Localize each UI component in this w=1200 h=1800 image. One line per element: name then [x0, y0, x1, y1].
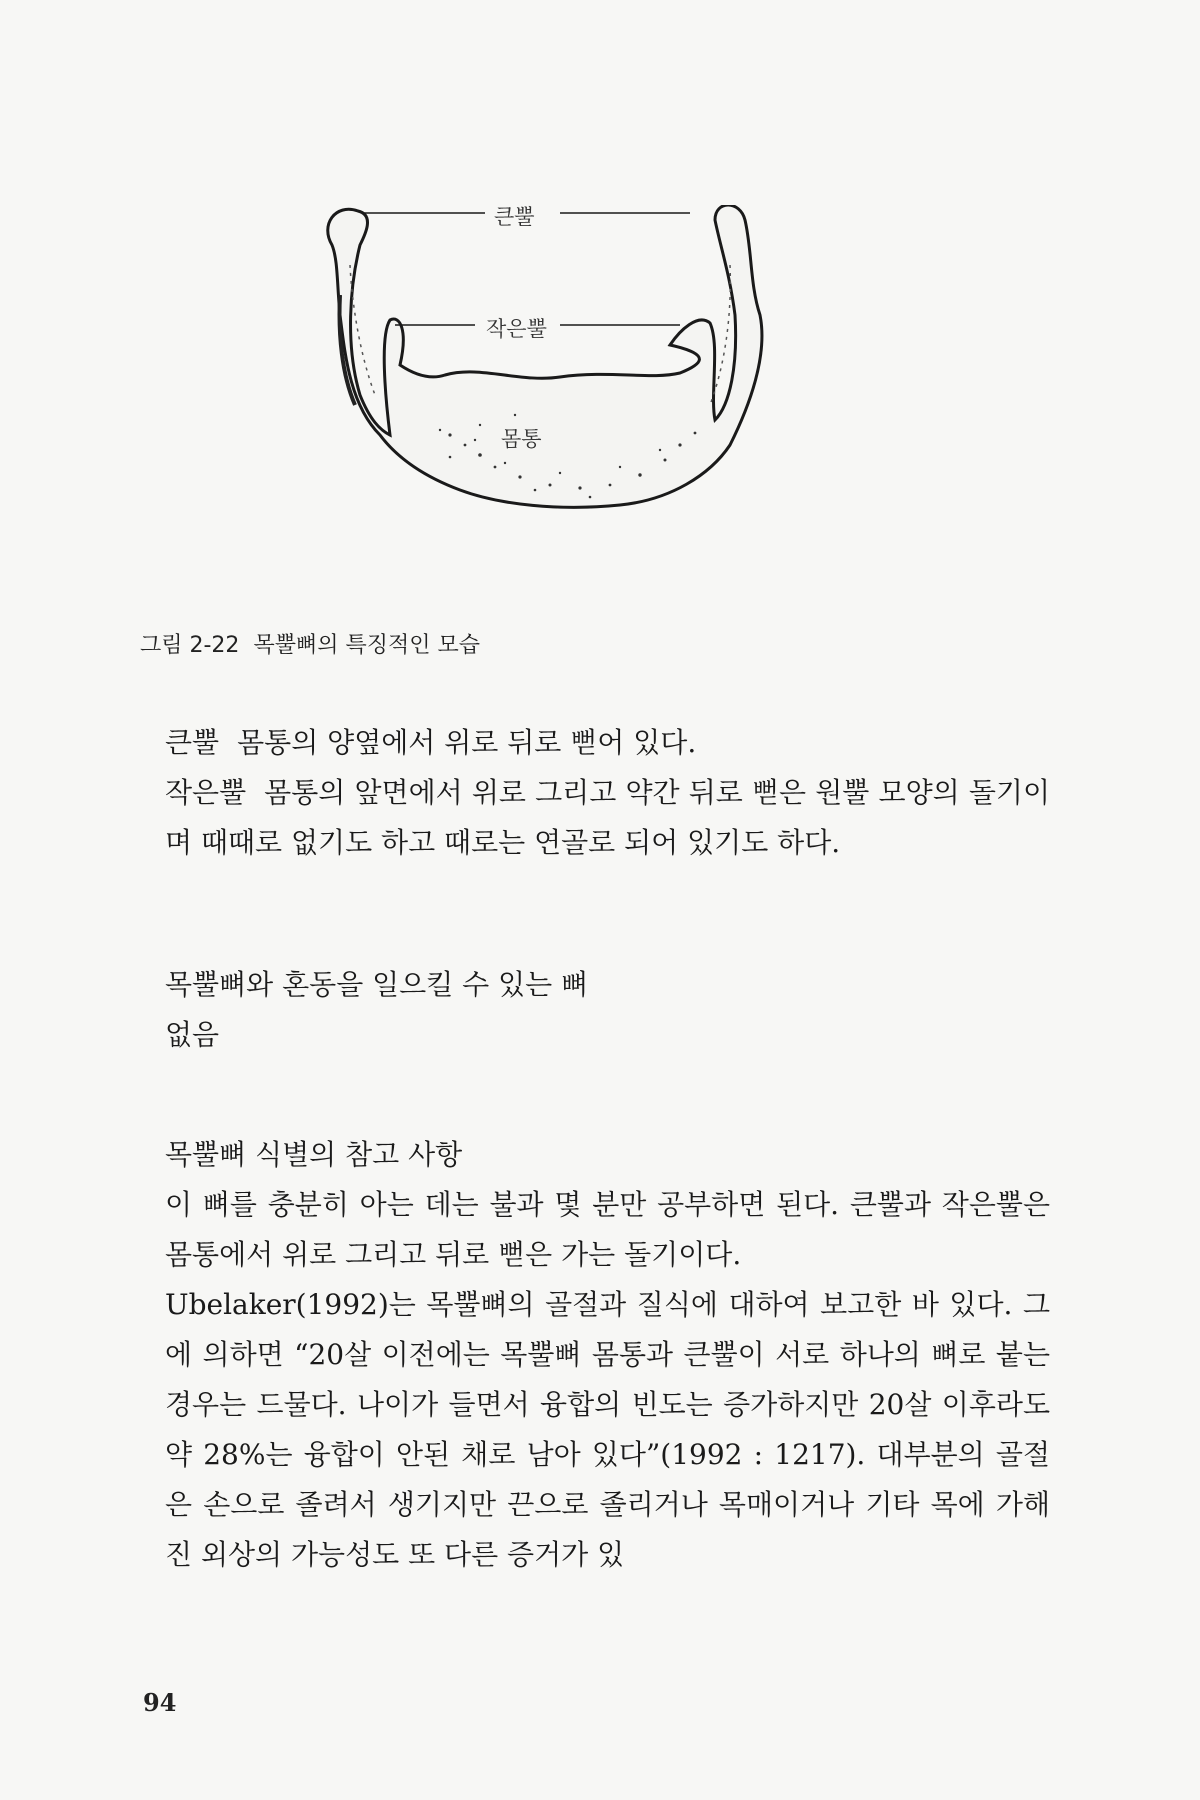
reference-paragraph-2: Ubelaker(1992)는 목뿔뼈의 골절과 질식에 대하여 보고한 바 있다. 그에 의하면 “20살 이전에는 목뿔뼈 몸통과 큰뿔이 서로 하나의 뼈로 붙는 경우는 드물다. 나이가 들면서 융합의 빈도는 증가하지만 20살 이후라도 약 28%는 융합이 안된 채로 남아 있다”(1992 : 1217). 대부분의 골절은 손으로 졸려서 생기지만 끈으로 졸리거나 목매이거나 기타 목에 가해진 외상의 가능성도 또 다른 증거가 있: [165, 1288, 1050, 1571]
confusion-heading: 목뿔뼈와 혼동을 일으킬 수 있는 뼈: [165, 968, 589, 1001]
caption-text: 목뿔뼈의 특징적인 모습: [253, 633, 480, 658]
hyoid-bone-figure: [320, 205, 860, 605]
definition-term: 큰뿔: [165, 726, 220, 759]
reference-heading: 목뿔뼈 식별의 참고 사항: [165, 1138, 463, 1171]
label-greater-horn: 큰뿔: [488, 201, 541, 231]
definition-text: 몸통의 양옆에서 위로 뒤로 뻗어 있다.: [237, 726, 697, 759]
confusion-text: 없음: [165, 1018, 220, 1051]
definition-term: 작은뿔: [165, 776, 247, 809]
definition-greater-horn: [165, 718, 1050, 768]
definition-text: 몸통의 앞면에서 위로 그리고 약간 뒤로 뻗은 원뿔 모양의 돌기이며 때때로 없기도 하고 때로는 연골로 되어 있기도 하다.: [165, 776, 1050, 859]
caption-number: 그림 2-22: [140, 633, 240, 658]
hyoid-bone-outline: [328, 205, 762, 507]
figure-caption: [140, 628, 480, 659]
label-body: 몸통: [501, 427, 542, 451]
hyoid-bone-illustration: [320, 205, 860, 605]
definition-lesser-horn: [165, 768, 1050, 868]
page-number: 94: [143, 1688, 177, 1717]
label-lesser-horn: 작은뿔: [480, 313, 553, 343]
reference-paragraph-1: 이 뼈를 충분히 아는 데는 불과 몇 분만 공부하면 된다. 큰뿔과 작은뿔은 몸통에서 위로 그리고 뒤로 뻗은 가는 돌기이다.: [165, 1188, 1050, 1271]
